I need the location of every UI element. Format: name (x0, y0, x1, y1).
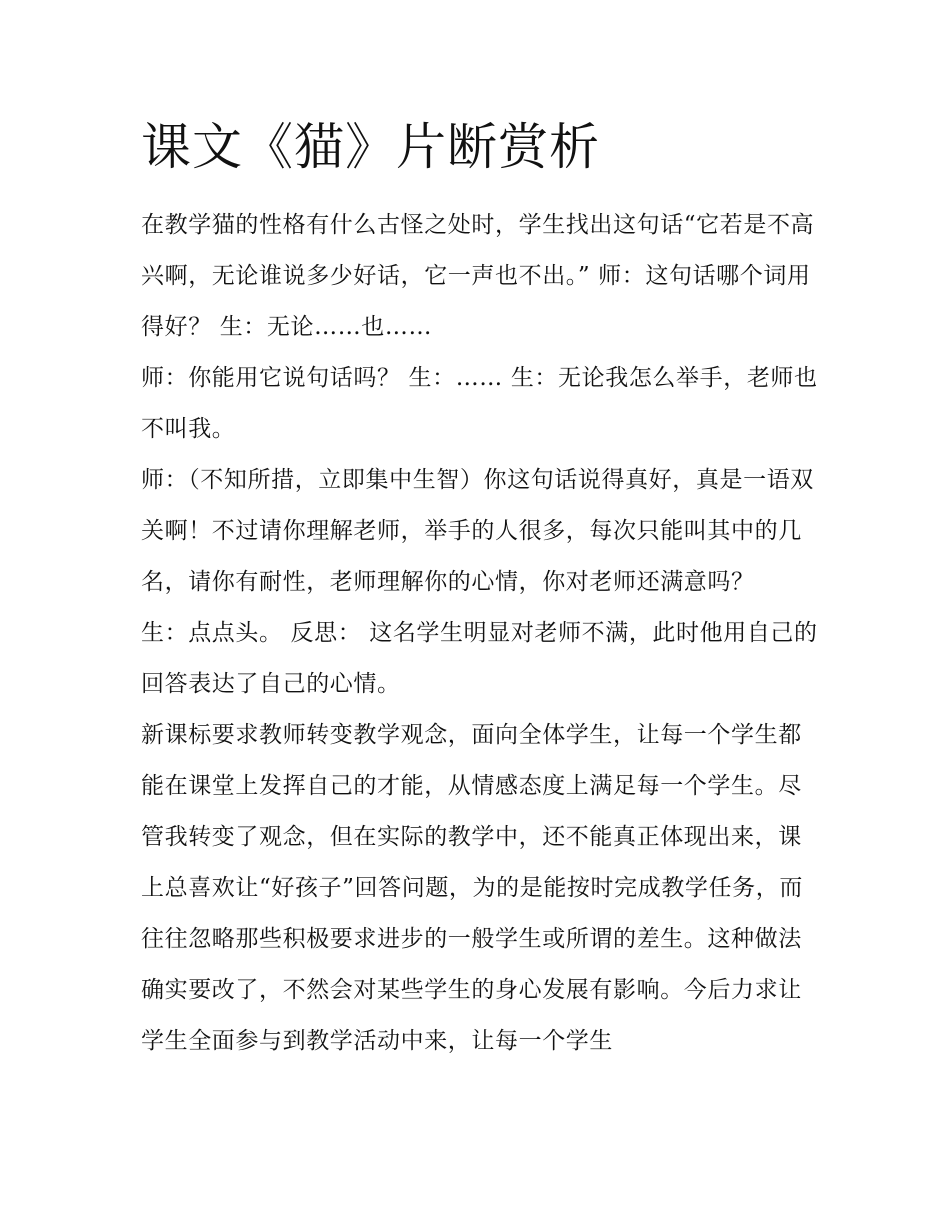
document-title: 课文《猫》片断赏析 (141, 118, 600, 176)
paragraph-1: 在教学猫的性格有什么古怪之处时，学生找出这句话“它若是不高兴啊，无论谁说多少好话，它一声也不出。” 师：这句话哪个词用得好？ 生：无论……也…… (141, 212, 815, 340)
paragraph-2: 师：你能用它说句话吗？ 生：…… 生：无论我怎么举手，老师也不叫我。 (141, 365, 818, 442)
paragraph-5: 新课标要求教师转变教学观念，面向全体学生，让每一个学生都能在课堂上发挥自己的才能，从情感态度上满足每一个学生。尽管我转变了观念，但在实际的教学中，还不能真正体现出来，课上总喜欢让“好孩子”回答问题，为的是能按时完成教学任务，而往往忽略那些积极要求进步的一般学生或所谓的差生。这种做法确实要改了，不然会对某些学生的身心发展有影响。今后力求让学生全面参与到教学活动中来，让每一个学生 (141, 722, 803, 1054)
paragraph-3: 师：（不知所措，立即集中生智）你这句话说得真好，真是一语双关啊！不过请你理解老师，举手的人很多，每次只能叫其中的几名，请你有耐性，老师理解你的心情，你对老师还满意吗？ (141, 467, 814, 595)
paragraph-4: 生：点点头。 反思： 这名学生明显对老师不满，此时他用自己的回答表达了自己的心情。 (141, 620, 818, 697)
document-page (141, 112, 821, 1067)
